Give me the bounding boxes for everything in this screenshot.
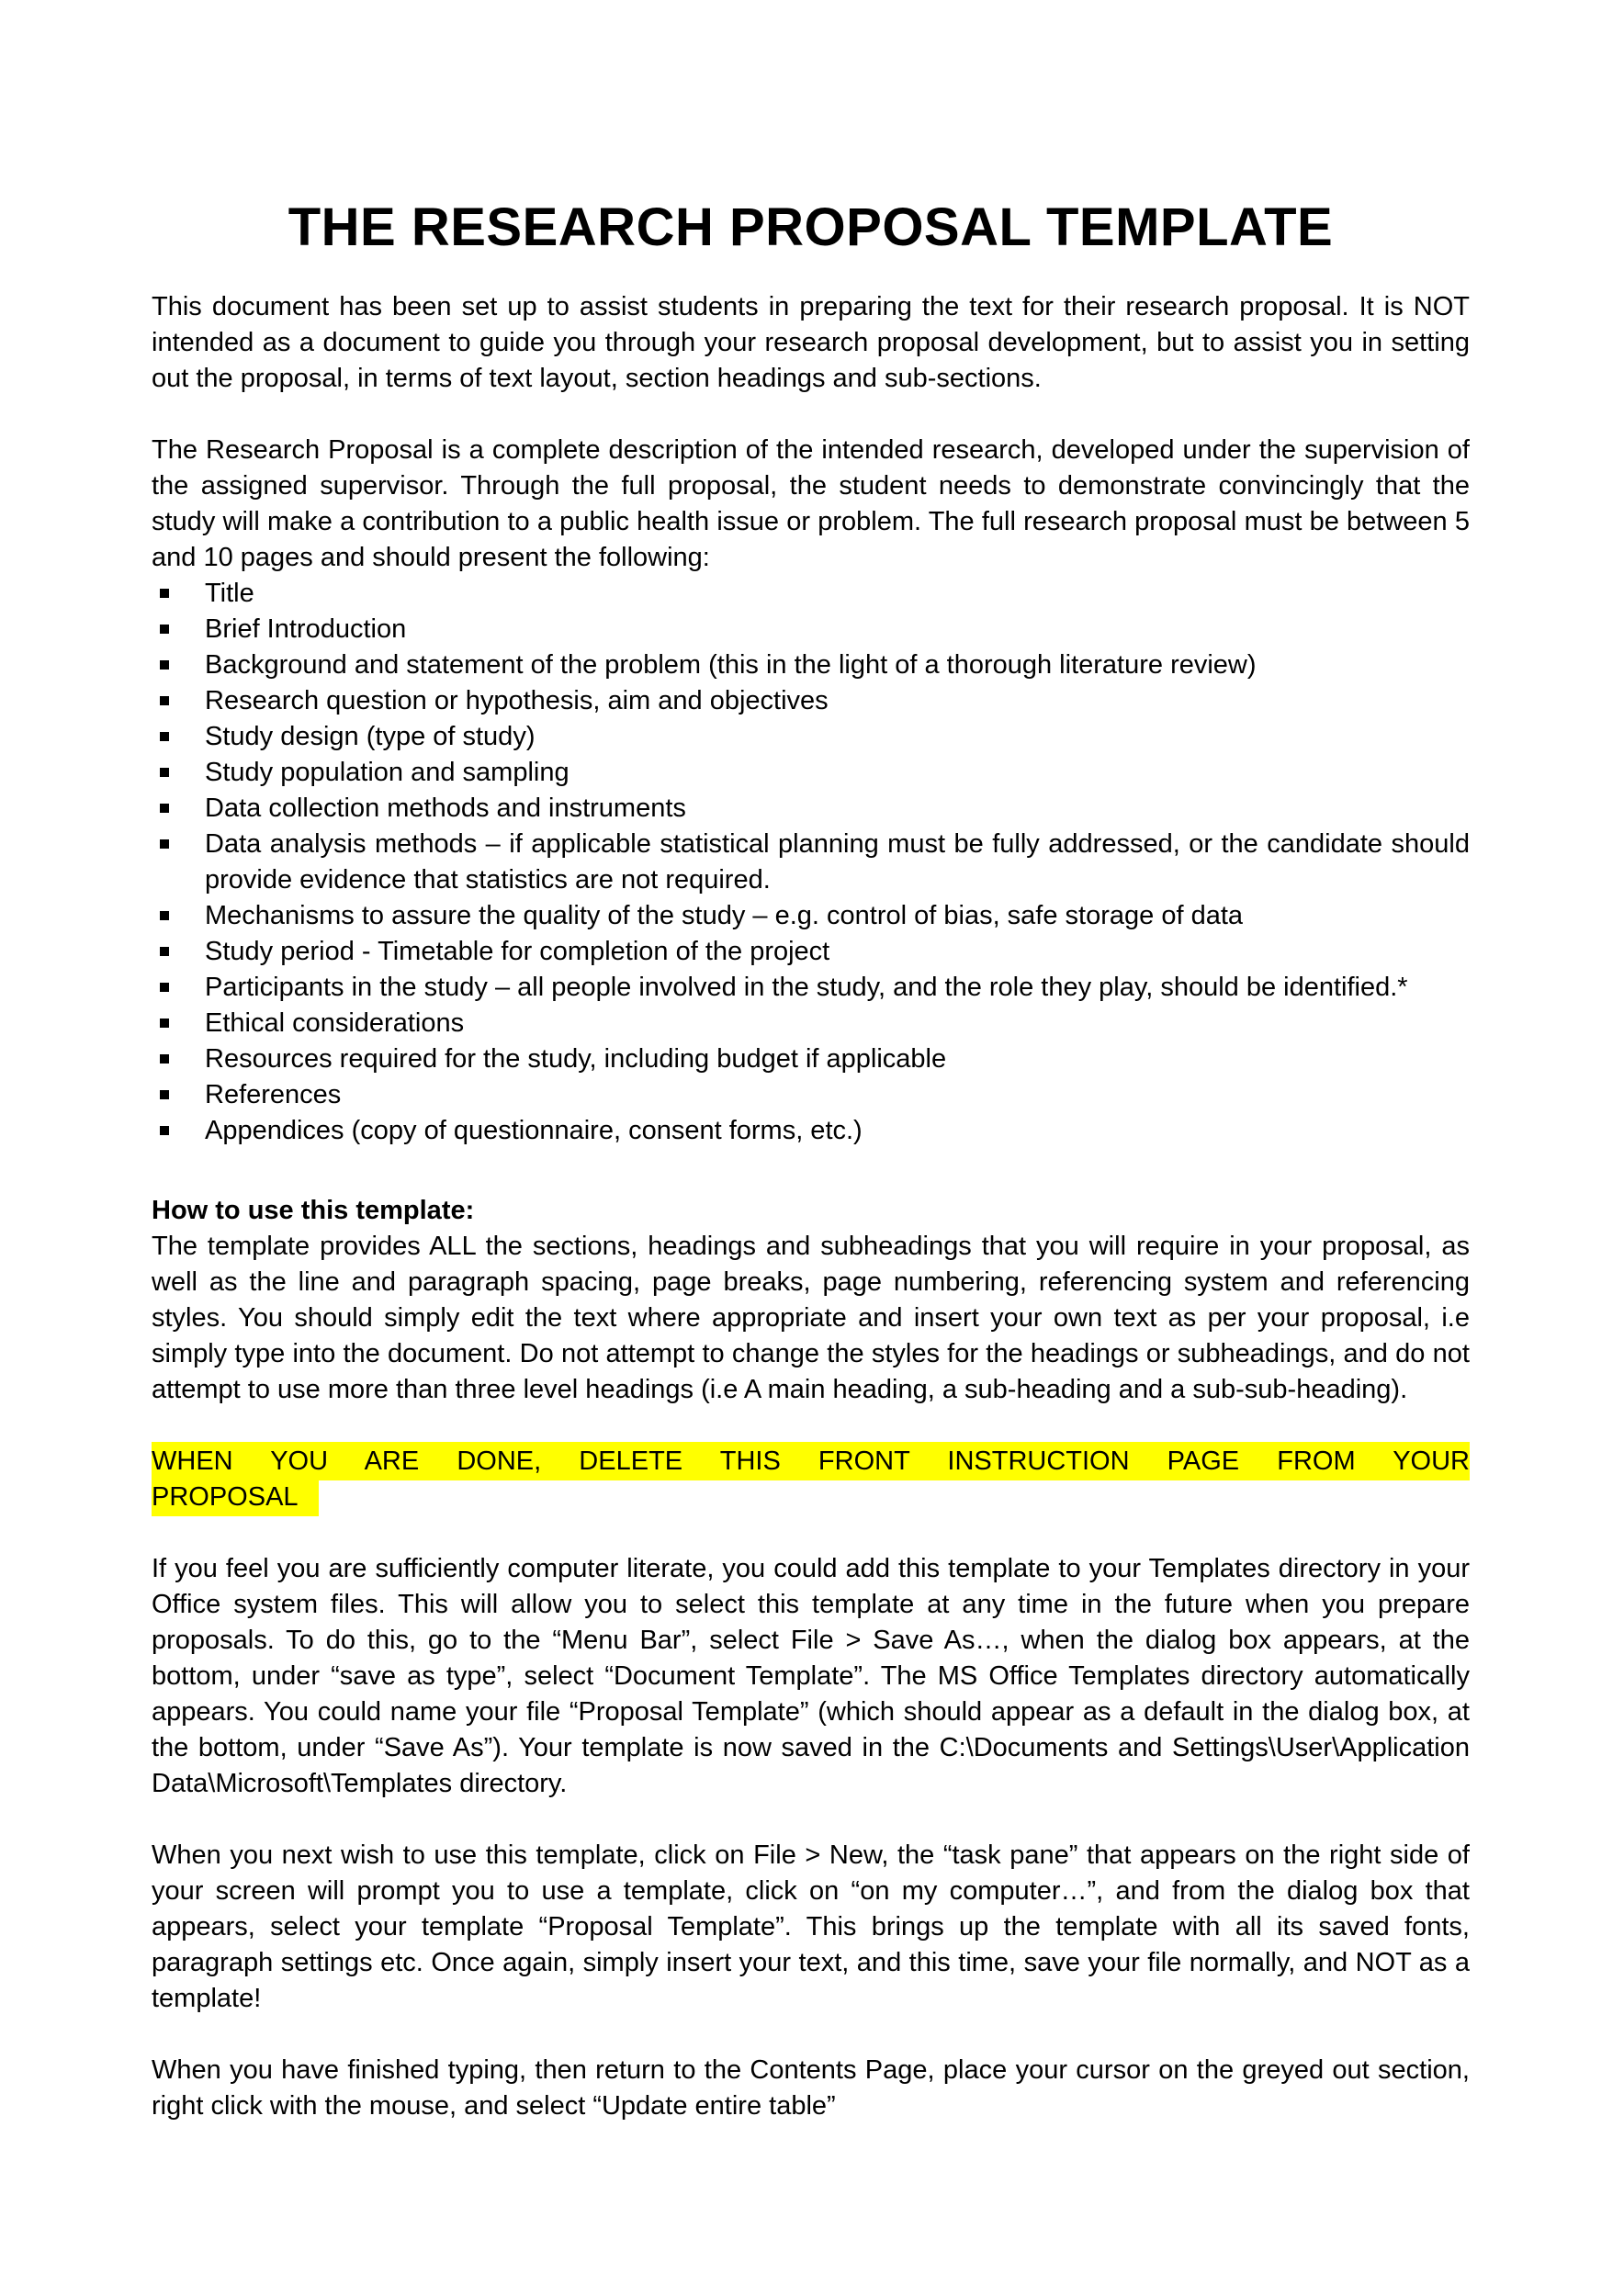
list-item-text: Data analysis methods – if applicable statistical planning must be fully addressed, or the candidate should provide evidence that statistics are not required. [205,829,1470,895]
list-item [152,576,1470,612]
how-to-paragraph [152,1229,1470,1408]
proposal-contents-list [152,576,1470,1149]
bullet-icon [160,983,169,992]
list-item-text: Research question or hypothesis, aim and objectives [205,686,829,715]
list-item-text: Appendices (copy of questionnaire, consent forms, etc.) [205,1116,863,1145]
bullet-icon [160,589,169,598]
bullet-icon [160,768,169,777]
list-item-text: Mechanisms to assure the quality of the study – e.g. control of bias, safe storage of data [205,901,1244,930]
highlighted-text: PROPOSAL [152,1478,319,1516]
bullet-icon [160,732,169,741]
highlighted-text: WHEN YOU ARE DONE, DELETE THIS FRONT INSTRUCTION PAGE FROM YOUR [152,1442,1470,1480]
reuse-paragraph-text: When you next wish to use this template, click on File > New, the “task pane” that appears on the right side of your screen will prompt you to use a template, click on “on my computer…”, and from the dialog box that appears, select your template “Proposal Template”. This brings up the template with all its saved fonts, paragraph settings etc. Once again, simply insert your text, and this time, save your file normally, and NOT as a template! [152,1840,1470,2013]
list-item [152,1006,1470,1041]
bullet-icon [160,625,169,634]
list-item-text: Background and statement of the problem (this in the light of a thorough literature review) [205,650,1257,680]
bullet-icon [160,660,169,670]
list-item [152,683,1470,719]
bullet-icon [160,911,169,920]
templates-paragraph [152,1551,1470,1802]
list-item [152,1113,1470,1149]
list-item [152,719,1470,755]
delete-notice-line-1 [152,1444,1470,1480]
list-item [152,647,1470,683]
intro-paragraph-2-text: The Research Proposal is a complete description of the intended research, developed under the supervision of the assigned supervisor. Through the full proposal, the student needs to demonstrate convincingly that the study will make a contribution to a public health issue or problem. The full research proposal must be between 5 and 10 pages and should present the following: [152,435,1470,572]
list-item [152,898,1470,934]
finish-paragraph [152,2053,1470,2124]
list-item [152,1041,1470,1077]
list-item [152,934,1470,970]
list-item-text: Title [205,579,254,608]
delete-notice-line-2 [152,1480,1470,1515]
bullet-icon [160,804,169,813]
list-item-text: Ethical considerations [205,1008,465,1038]
bullet-icon [160,1019,169,1028]
finish-paragraph-text: When you have finished typing, then return to the Contents Page, place your cursor on the greyed out section, right click with the mouse, and select “Update entire table” [152,2055,1470,2121]
list-item-text: Brief Introduction [205,614,407,644]
templates-paragraph-text: If you feel you are sufficiently computer literate, you could add this template to your Templates directory in your Office system files. This will allow you to select this template at any time in the future when you prepare proposals. To do this, go to the “Menu Bar”, select File > Save As…, when the dialog box appears, at the bottom, under “save as type”, select “Document Template”. The MS Office Templates directory automatically appears. You could name your file “Proposal Template” (which should appear as a default in the dialog box, at the bottom, under “Save As”). Your template is now saved in the C:\Documents and Settings\User\Application Data\Microsoft\Templates directory. [152,1554,1470,1798]
intro-paragraph-2 [152,433,1470,576]
delete-notice-highlight [152,1444,1470,1515]
list-item [152,755,1470,791]
bullet-icon [160,839,169,849]
how-to-paragraph-text: The template provides ALL the sections, headings and subheadings that you will require in your proposal, as well as the line and paragraph spacing, page breaks, page numbering, referencing system and referencing styles. You should simply edit the text where appropriate and insert your own text as per your proposal, i.e simply type into the document. Do not attempt to change the styles for the headings or subheadings, and do not attempt to use more than three level headings (i.e A main heading, a sub-heading and a sub-sub-heading). [152,1232,1470,1404]
bullet-icon [160,1126,169,1135]
list-item-text: Study period - Timetable for completion of the project [205,937,830,966]
how-to-heading: How to use this template: [152,1196,475,1225]
list-item [152,612,1470,647]
intro-paragraph-1 [152,289,1470,397]
list-item [152,1077,1470,1113]
list-item [152,791,1470,827]
list-item-text: Data collection methods and instruments [205,793,686,823]
list-item-text: Resources required for the study, including budget if applicable [205,1044,947,1074]
list-item-text: Participants in the study – all people involved in the study, and the role they play, should be identified.* [205,973,1408,1002]
reuse-paragraph [152,1838,1470,2017]
list-item-text: Study population and sampling [205,758,570,787]
list-item [152,970,1470,1006]
bullet-icon [160,1054,169,1064]
page-title: THE RESEARCH PROPOSAL TEMPLATE [288,197,1334,257]
bullet-icon [160,696,169,705]
bullet-icon [160,947,169,956]
list-item-text: References [205,1080,342,1109]
list-item [152,827,1470,898]
bullet-icon [160,1090,169,1099]
list-item-text: Study design (type of study) [205,722,536,751]
intro-paragraph-1-text: This document has been set up to assist students in preparing the text for their research proposal. It is NOT intended as a document to guide you through your research proposal development, but to assist you in setting out the proposal, in terms of text layout, section headings and sub-sections. [152,292,1470,393]
